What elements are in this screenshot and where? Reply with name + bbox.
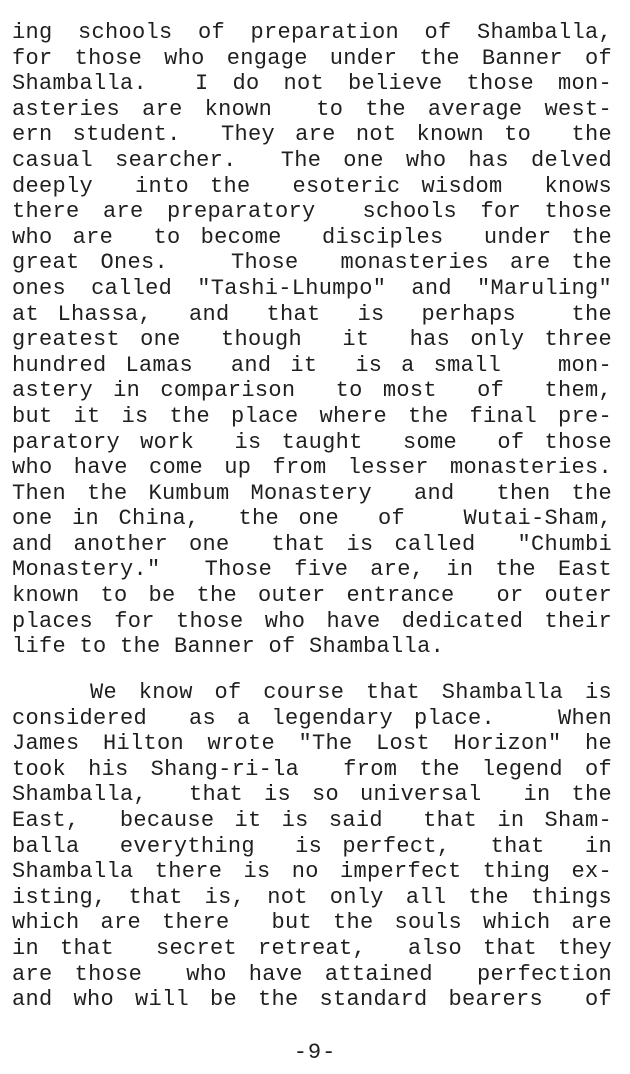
text-line: Then the Kumbum Monastery and then the: [12, 480, 612, 506]
text-line: in that secret retreat, also that they: [12, 935, 612, 961]
text-line: We know of course that Shamballa is: [90, 680, 612, 705]
text-line: James Hilton wrote "The Lost Horizon" he: [12, 731, 612, 757]
text-line: but it is the place where the final pre-: [12, 403, 612, 429]
text-line: life to the Banner of Shamballa.: [12, 634, 445, 660]
text-line: asteries are known to the average west-: [12, 96, 612, 122]
text-line: ing schools of preparation of Shamballa,: [12, 20, 612, 45]
text-line: deeply into the esoteric wisdom knows: [12, 173, 612, 199]
text-line: paratory work is taught some of those: [12, 429, 612, 455]
text-line: and who will be the standard bearers of: [12, 987, 612, 1013]
text-line: which are there but the souls which are: [12, 910, 612, 936]
text-line: Shamballa there is no imperfect thing ex-: [12, 859, 612, 885]
text-line: known to be the outer entrance or outer: [12, 583, 612, 609]
text-line: ern student. They are not known to the: [12, 122, 612, 148]
text-line: and another one that is called "Chumbi: [12, 531, 612, 557]
text-line: hundred Lamas and it is a small mon-: [12, 352, 612, 378]
text-line: who have come up from lesser monasteries.: [12, 455, 612, 481]
page-number: -9-: [293, 1040, 337, 1065]
text-line: took his Shang-ri-la from the legend of: [12, 756, 612, 782]
text-line: for those who engage under the Banner of: [12, 45, 612, 71]
text-line: who are to become disciples under the: [12, 224, 612, 250]
text-line: Shamballa. I do not believe those mon-: [12, 71, 612, 97]
text-line: places for those who have dedicated their: [12, 608, 612, 634]
text-line: at Lhassa, and that is perhaps the: [12, 301, 612, 327]
text-line: Shamballa, that is so universal in the: [12, 782, 612, 808]
text-line: East, because it is said that in Sham-: [12, 807, 612, 833]
text-line: astery in comparison to most of them,: [12, 378, 612, 404]
text-line: isting, that is, not only all the things: [12, 884, 612, 910]
text-line: are those who have attained perfection: [12, 961, 612, 987]
paragraph-2: [12, 680, 612, 1013]
text-line: greatest one though it has only three: [12, 327, 612, 353]
text-line: balla everything is perfect, that in: [12, 833, 612, 859]
text-line: casual searcher. The one who has delved: [12, 147, 612, 173]
text-line: ones called "Tashi-Lhumpo" and "Maruling": [12, 275, 612, 301]
text-line: Monastery." Those five are, in the East: [12, 557, 612, 583]
paragraph-1: [12, 20, 612, 660]
text-line: there are preparatory schools for those: [12, 199, 612, 225]
text-line: considered as a legendary place. When: [12, 705, 612, 731]
text-line: one in China, the one of Wutai-Sham,: [12, 506, 612, 532]
text-line: great Ones. Those monasteries are the: [12, 250, 612, 276]
